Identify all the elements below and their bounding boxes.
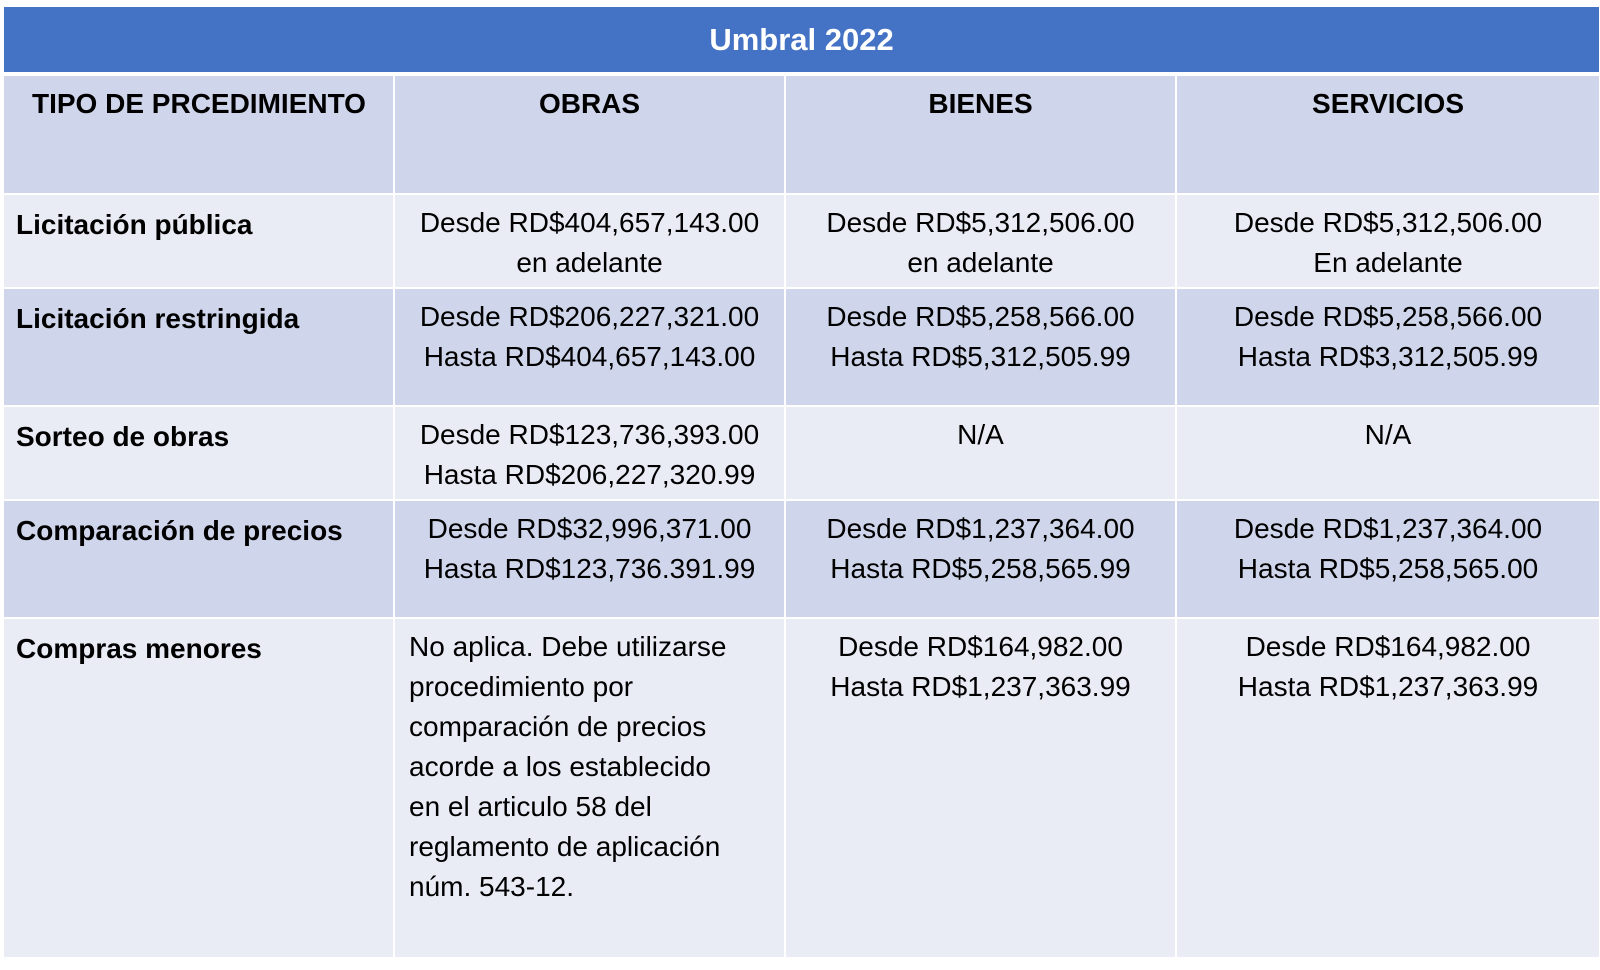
cell-line: No aplica. Debe utilizarse — [409, 631, 727, 662]
cell-obras — [394, 194, 785, 288]
table-row — [3, 618, 1600, 958]
table-title: Umbral 2022 — [3, 6, 1600, 74]
cell-line: Hasta RD$5,312,505.99 — [830, 341, 1131, 372]
cell-line: Hasta RD$1,237,363.99 — [830, 671, 1131, 702]
table-row — [3, 406, 1600, 500]
cell-line: Hasta RD$206,227,320.99 — [423, 459, 756, 490]
cell-obras — [394, 500, 785, 618]
cell-bienes — [785, 500, 1176, 618]
cell-line: Desde RD$1,237,364.00 — [826, 513, 1135, 544]
header-obras: OBRAS — [394, 74, 785, 194]
cell-line: Hasta RD$3,312,505.99 — [1237, 341, 1539, 372]
header-servicios: SERVICIOS — [1176, 74, 1600, 194]
cell-bienes — [785, 288, 1176, 406]
table-row — [3, 288, 1600, 406]
title-row — [3, 6, 1600, 74]
cell-line: comparación de precios — [409, 711, 707, 742]
row-label: Sorteo de obras — [3, 406, 394, 500]
cell-line: reglamento de aplicación — [409, 831, 721, 862]
table-row — [3, 194, 1600, 288]
cell-line: Desde RD$1,237,364.00 — [1233, 513, 1543, 544]
table-row — [3, 500, 1600, 618]
header-row — [3, 74, 1600, 194]
cell-bienes — [785, 194, 1176, 288]
row-label: Compras menores — [3, 618, 394, 958]
cell-line: Desde RD$404,657,143.00 — [419, 207, 760, 238]
cell-line: Desde RD$164,982.00 — [838, 631, 1123, 662]
cell-line: núm. 543-12. — [409, 871, 574, 902]
cell-line: Desde RD$5,258,566.00 — [826, 301, 1135, 332]
cell-line: en adelante — [516, 247, 663, 278]
cell-bienes — [785, 618, 1176, 958]
cell-line: Desde RD$123,736,393.00 — [419, 419, 760, 450]
cell-line: en adelante — [907, 247, 1054, 278]
header-bienes: BIENES — [785, 74, 1176, 194]
cell-line: Hasta RD$123,736.391.99 — [423, 553, 756, 584]
cell-line: Desde RD$32,996,371.00 — [427, 513, 752, 544]
row-label: Comparación de precios — [3, 500, 394, 618]
cell-servicios — [1176, 500, 1600, 618]
cell-line: Desde RD$164,982.00 — [1245, 631, 1531, 662]
cell-obras — [394, 406, 785, 500]
cell-servicios — [1176, 288, 1600, 406]
cell-line: N/A — [1364, 419, 1412, 450]
threshold-table-container — [2, 5, 1599, 959]
header-tipo: TIPO DE PRCEDIMIENTO — [3, 74, 394, 194]
row-label: Licitación pública — [3, 194, 394, 288]
cell-line: Hasta RD$5,258,565.99 — [830, 553, 1131, 584]
cell-line: procedimiento por — [409, 671, 634, 702]
cell-line: Desde RD$5,312,506.00 — [826, 207, 1135, 238]
cell-servicios — [1176, 194, 1600, 288]
cell-line: Hasta RD$404,657,143.00 — [423, 341, 756, 372]
cell-line: Desde RD$206,227,321.00 — [419, 301, 760, 332]
cell-line: Hasta RD$5,258,565.00 — [1237, 553, 1539, 584]
cell-servicios — [1176, 618, 1600, 958]
cell-obras — [394, 288, 785, 406]
cell-line: N/A — [957, 419, 1004, 450]
cell-line: Hasta RD$1,237,363.99 — [1237, 671, 1539, 702]
cell-servicios — [1176, 406, 1600, 500]
cell-line: Desde RD$5,312,506.00 — [1233, 207, 1543, 238]
cell-obras — [394, 618, 785, 958]
cell-line: En adelante — [1313, 247, 1463, 278]
cell-line: Desde RD$5,258,566.00 — [1233, 301, 1543, 332]
row-label: Licitación restringida — [3, 288, 394, 406]
cell-bienes — [785, 406, 1176, 500]
threshold-table — [2, 5, 1600, 959]
cell-line: en el articulo 58 del — [409, 791, 652, 822]
cell-line: acorde a los establecido — [409, 751, 711, 782]
